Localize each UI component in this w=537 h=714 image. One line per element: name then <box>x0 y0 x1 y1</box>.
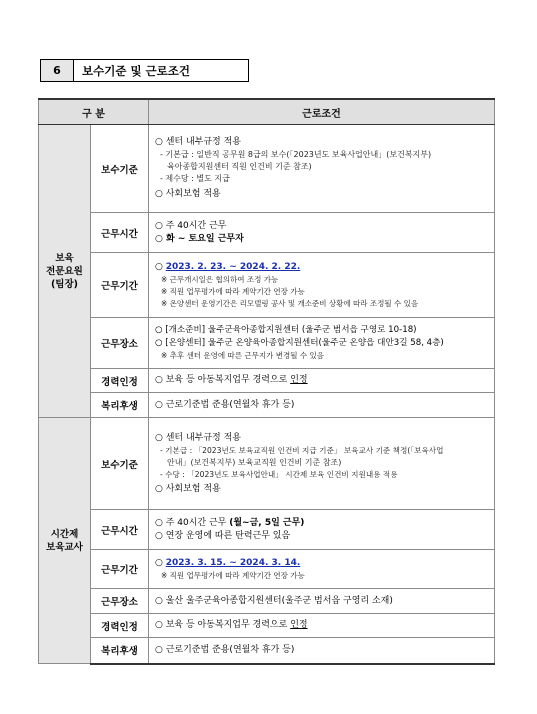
table-row <box>39 550 495 589</box>
row-label-place: 근무장소 <box>91 589 149 614</box>
place-content: ○ 울산 울주군육아종합지원센터(울주군 범서읍 구영리 소재) <box>149 589 495 614</box>
text-line: ○ 연장 운영에 따른 탄력근무 있음 <box>155 530 291 541</box>
note-line: ※ 직원 업무평가에 따라 계약기간 연장 가능 <box>161 286 305 296</box>
text-line: ○ 화 ~ 토요일 근무자 <box>155 233 244 244</box>
text-line: ○ [개소준비] 울주군육아종합지원센터 (울주군 범서읍 구영로 10-18) <box>155 325 417 335</box>
text-line: ○ 사회보험 적용 <box>155 189 221 199</box>
employment-period-date: 2023. 2. 23. ~ 2024. 2. 22. <box>165 261 301 272</box>
section-number: 6 <box>40 59 74 82</box>
table-row <box>39 318 495 369</box>
header-conditions: 근로조건 <box>149 99 495 125</box>
header-category: 구 분 <box>39 99 149 125</box>
row-label-pay: 보수기준 <box>91 418 149 510</box>
section-title: 보수기준 및 근로조건 <box>74 59 249 82</box>
row-label-place: 근무장소 <box>91 318 149 369</box>
row-label-period: 근무기간 <box>91 550 149 589</box>
row-label-hours: 근무시간 <box>91 213 149 253</box>
text-line: ○ 센터 내부규정 적용 <box>155 432 241 443</box>
group-name-line: 보육교사 <box>46 541 83 553</box>
row-label-career: 경력인정 <box>91 614 149 638</box>
text-line: - 수당 : 「2023년도 보육사업안내」 시간제 보육 인건비 지원내용 적용 <box>160 469 398 479</box>
pay-content <box>149 125 495 213</box>
table-row <box>39 125 495 213</box>
bullet: ○ <box>155 557 163 568</box>
group-name-line: 전문요원 <box>46 265 83 277</box>
table-header-row <box>39 99 495 125</box>
period-content <box>149 550 495 589</box>
hours-content <box>149 510 495 550</box>
table-row <box>39 418 495 510</box>
text-line: ○ 보육 등 아동복지업무 경력으로 <box>155 375 291 385</box>
section-heading <box>40 59 249 82</box>
table-row <box>39 614 495 638</box>
welfare-content: ○ 근로기준법 준용(연월차 휴가 등) <box>149 393 495 418</box>
table-row <box>39 638 495 664</box>
row-label-welfare: 복리후생 <box>91 393 149 418</box>
text-line: 육아종합지원센터 직원 인건비 기준 참조) <box>167 162 312 171</box>
row-label-welfare: 복리후생 <box>91 638 149 664</box>
welfare-content: ○ 근로기준법 준용(연월차 휴가 등) <box>149 638 495 664</box>
career-content <box>149 369 495 393</box>
group-childcare-specialist <box>39 125 91 418</box>
pay-content <box>149 418 495 510</box>
text-line: 안내」(보건복지부) 보육교직원 인건비 기준 참조) <box>167 457 342 467</box>
note-line: ※ 직원 업무평가에 따라 계약기간 연장 가능 <box>161 570 305 580</box>
group-name-line: (팀장) <box>50 278 79 290</box>
note-line: ※ 추후 센터 운영에 따른 근무지가 변경될 수 있음 <box>161 351 325 360</box>
text-line: ○ [온양센터] 울주군 온양육아종합지원센터(울주군 온양읍 대안3길 58, 4층) <box>155 338 444 348</box>
row-label-period: 근무기간 <box>91 253 149 318</box>
text-line: ○ 주 40시간 근무 <box>155 220 227 231</box>
text-line: - 제수당 : 별도 지급 <box>160 174 230 183</box>
row-label-career: 경력인정 <box>91 369 149 393</box>
table-row <box>39 510 495 550</box>
text-line: ○ 보육 등 아동복지업무 경력으로 <box>155 620 291 630</box>
note-line: ※ 근무개시일은 협의하여 조정 가능 <box>161 274 279 284</box>
group-parttime-teacher <box>39 418 91 664</box>
table-row <box>39 253 495 318</box>
group-name-line: 시간제 <box>50 528 79 540</box>
recognition-text: 인정 <box>290 375 308 385</box>
text-line: ○ 사회보험 적용 <box>155 483 221 494</box>
place-content <box>149 318 495 369</box>
text-line: ○ 주 40시간 근무 <box>155 517 230 528</box>
table-row <box>39 589 495 614</box>
text-line: - 기본급 : 일반직 공무원 8급의 보수(「2023년도 보육사업안내」(보건복지부) <box>160 150 432 159</box>
hours-content <box>149 213 495 253</box>
work-days-text: (월~금, 5일 근무) <box>229 517 305 528</box>
row-label-pay: 보수기준 <box>91 125 149 213</box>
bullet: ○ <box>155 261 163 272</box>
text-line: - 기본급 : 「2023년도 보육교직원 인건비 지급 기준」 보육교사 기준 책정(「보육사업 <box>160 445 444 455</box>
career-content <box>149 614 495 638</box>
recognition-text: 인정 <box>290 620 308 630</box>
working-conditions-table <box>38 98 495 665</box>
table-row <box>39 213 495 253</box>
table-row <box>39 369 495 393</box>
note-line: ※ 온양센터 운영기간은 리모델링 공사 및 개소준비 상황에 따라 조정될 수 있음 <box>161 298 419 308</box>
period-content <box>149 253 495 318</box>
row-label-hours: 근무시간 <box>91 510 149 550</box>
employment-period-date: 2023. 3. 15. ~ 2024. 3. 14. <box>165 557 301 568</box>
group-name-line: 보육 <box>55 252 74 264</box>
text-line: ○ 센터 내부규정 적용 <box>155 137 241 147</box>
table-row <box>39 393 495 418</box>
